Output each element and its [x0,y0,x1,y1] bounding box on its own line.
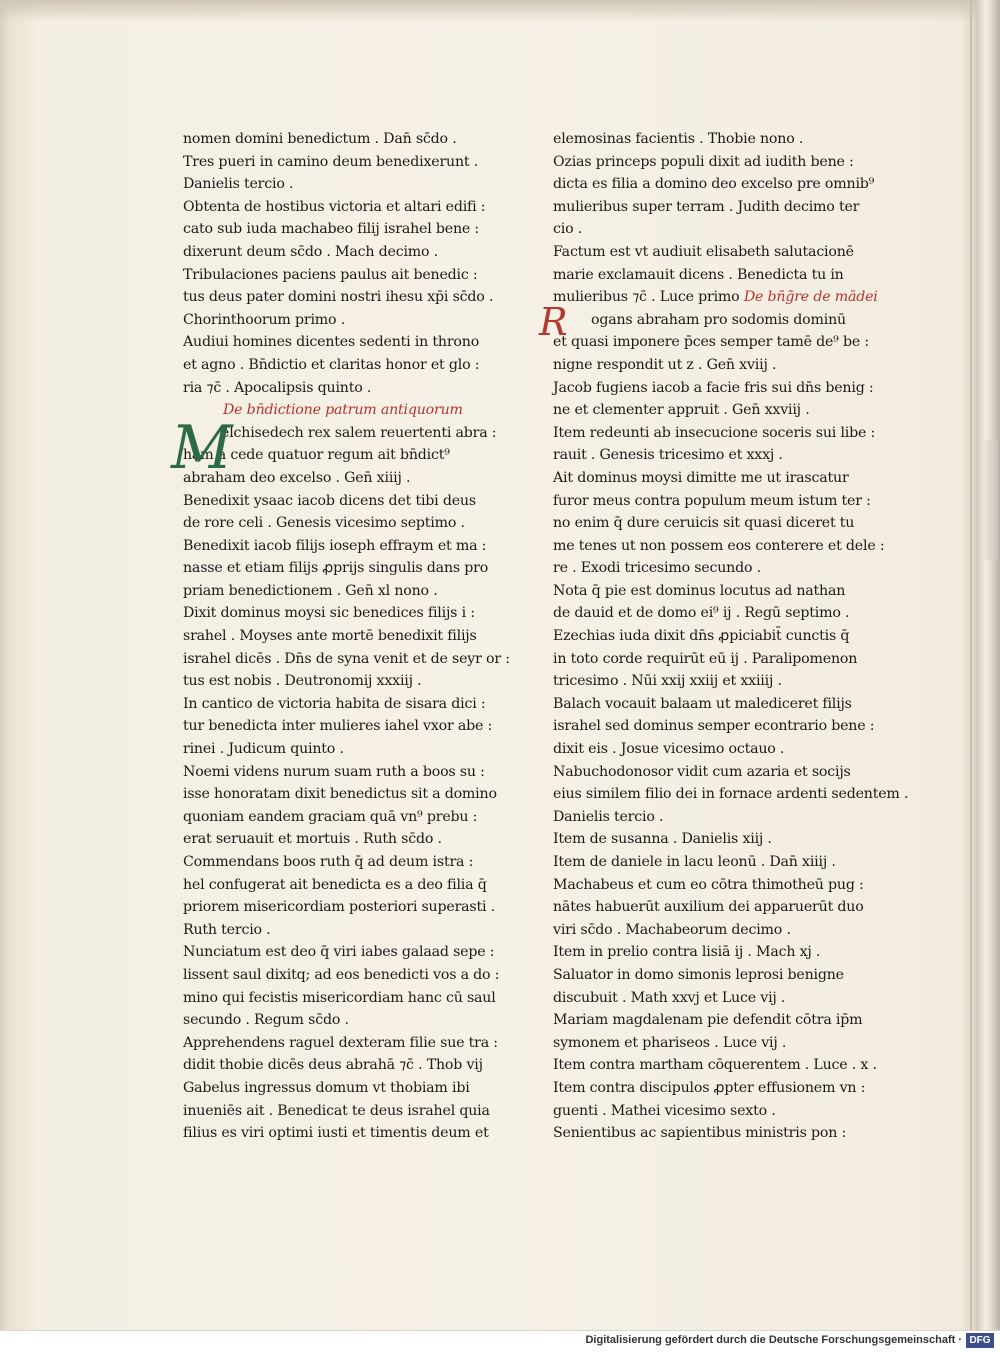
text-line: Balach vocauit balaam ut malediceret filijs [553,695,852,712]
text-line: guenti . Mathei vicesimo sexto . [553,1102,776,1119]
text-line: Nota q̄ pie est dominus locutus ad nathan [553,582,846,599]
paper-slip [984,440,998,560]
text-line: de dauid et de domo ei⁹ ij . Regū septimo . [553,605,850,622]
text-line: Item contra discipulos ꝓpter effusionem vn : [553,1079,866,1096]
text-line: Factum est vt audiuit elisabeth salutacionē [553,243,854,260]
text-line: In cantico de victoria habita de sisara dici : [183,695,486,712]
text-line: rinei . Judicum quinto . [183,741,344,758]
text-line: Noemi videns nurum suam ruth a boos su : [183,763,485,780]
text-line: Machabeus et cum eo cōtra thimotheū pug : [553,876,864,893]
text-line: furor meus contra populum meum istum ter : [553,492,871,509]
text-line: eius similem filio dei in fornace ardenti sedentem . [553,786,909,803]
text-line: lissent saul dixitq; ad eos benedicti vos a do : [183,966,500,983]
text-line: israhel dicēs . Dn̄s de syna venit et de seyr or : [183,650,510,667]
text-line: Ozias princeps populi dixit ad iudith bene : [553,153,854,170]
text-line: Benedixit iacob filijs ioseph effraym et ma : [183,537,487,554]
text-line: Gabelus ingressus domum vt thobiam ibi [183,1079,470,1096]
text-line: dixit eis . Josue vicesimo octauo . [553,741,785,758]
dropcap-line-text: ogans abraham pro sodomis dominū [591,311,846,328]
text-line: discubuit . Math xxvj et Luce vij . [553,989,786,1006]
text-line: ne et clementer appruit . Gen̄ xxviij . [553,402,810,419]
text-line: Item redeunti ab insecucione soceris sui libe : [553,424,876,441]
text-line: tur benedicta inter mulieres iahel vxor abe : [183,718,493,735]
text-line: Danielis tercio . [553,808,664,825]
initial-letter-m: M [171,412,233,483]
text-line: nasse et etiam filijs ꝓprijs singulis dans pro [183,560,489,577]
text-line: Mariam magdalenam pie defendit cōtra ip̄m [553,1012,863,1029]
text-line: Item contra martham cōquerentem . Luce . x . [553,1057,877,1074]
text-line: tricesimo . Nūi xxij xxiij et xxiiij . [553,673,782,690]
text-line: dixerunt deum sc̄do . Mach decimo . [183,243,438,260]
text-line: isse honoratam dixit benedictus sit a domino [183,786,497,803]
text-line: priam benedictionem . Gen̄ xl nono . [183,582,438,599]
page-right-edge [976,0,1000,1330]
footer-bar [0,1330,1000,1352]
text-line: et quasi imponere p̄ces semper tamē de⁹ be : [553,334,869,351]
text-line: viri sc̄do . Machabeorum decimo . [553,921,791,938]
text-line: Ezechias iuda dixit dn̄s ꝓpiciabit̄ cunctis q̄ [553,628,850,645]
text-line: tus est nobis . Deutronomij xxxiij . [183,673,422,690]
text-line: symonem et phariseos . Luce vij . [553,1034,787,1051]
text-line: Tres pueri in camino deum benedixerunt . [183,153,479,170]
text-line: Chorinthoorum primo . [183,311,346,328]
dropcap-line-text: elchisedech rex salem reuertenti abra : [221,424,497,441]
text-line: Tribulaciones paciens paulus ait benedic : [183,266,478,283]
text-line: Item de daniele in lacu leonū . Dan̄ xiiij . [553,854,836,870]
text-line: didit thobie dicēs deus abrahā ⁊c̄ . Thob vij [183,1057,483,1074]
text-line: Ruth tercio . [183,921,271,938]
text-line: Commendans boos ruth q̄ ad deum istra : [183,854,474,870]
text-line: dicta es filia a domino deo excelso pre omnib⁹ [553,176,875,193]
text-line: rauit . Genesis tricesimo et xxxj . [553,447,783,464]
text-line: Item de susanna . Danielis xiij . [553,831,772,848]
page-top-shadow [0,0,1000,22]
text-line: Nabuchodonosor vidit cum azaria et socijs [553,763,851,780]
text-column-left [171,128,513,1145]
text-line: tus deus pater domini nostri ihesu xp̄i sc̄do . [183,289,494,306]
text-line: mulieribus super terram . Judith decimo ter [553,198,860,215]
right-lines-b [553,331,909,1144]
text-line: et agno . Bn̄dictio et claritas honor et glo : [183,356,480,373]
text-line: Saluator in domo simonis leprosi benigne [553,966,844,983]
text-line: Jacob fugiens iacob a facie fris sui dn̄s benig : [553,379,874,396]
text-line: ham a cede quatuor regum ait bn̄dict⁹ [183,447,450,464]
text-line: me tenes ut non possem eos conterere et dele : [553,537,885,554]
text-line: de rore celi . Genesis vicesimo septimo . [183,515,465,532]
text-line: srahel . Moyses ante mortē benedixit filijs [183,628,477,645]
rubric-note-left: De bn̄dictione patrum antiquorum [223,402,463,419]
text-line: nātes habuerūt auxilium dei apparuerūt duo [553,899,864,916]
left-lines-a [183,128,513,399]
line-text: mulieribus ⁊c̄ . Luce primo [553,289,740,306]
text-line: Senientibus ac sapientibus ministris pon : [553,1125,847,1142]
text-line: filius es viri optimi iusti et timentis deum et [183,1125,489,1142]
page-fold [970,0,972,1330]
text-line: elemosinas facientis . Thobie nono . [553,131,804,147]
text-line: israhel sed dominus semper econtrario bene : [553,718,875,735]
text-line: priorem misericordiam posteriori superasti . [183,899,495,916]
footer-credit: Digitalisierung gefördert durch die Deutsche Forschungsgemeinschaft · [585,1334,962,1346]
text-line: Benedixit ysaac iacob dicens det tibi deus [183,492,476,509]
text-line: marie exclamauit dicens . Benedicta tu in [553,266,844,283]
text-line: abraham deo excelso . Gen̄ xiiij . [183,469,411,486]
text-line: erat seruauit et mortuis . Ruth sc̄do . [183,831,442,848]
text-line: Danielis tercio . [183,176,294,193]
initial-letter-r: R [539,299,568,344]
text-line: no enim q̄ dure ceruicis sit quasi diceret tu [553,515,855,532]
text-line: Obtenta de hostibus victoria et altari edifi : [183,198,486,215]
line-with-rubric [553,286,883,309]
text-line: nomen domini benedictum . Dan̄ sc̄do . [183,131,457,147]
text-line: hel confugerat ait benedicta es a deo filia q̄ [183,876,487,893]
text-column-right [539,128,909,1145]
text-line: re . Exodi tricesimo secundo . [553,560,761,577]
text-line: mino qui fecistis misericordiam hanc cū saul [183,989,496,1006]
text-line: cio . [553,221,583,238]
left-lines-b [183,444,513,1144]
text-line: Ait dominus moysi dimitte me ut irascatur [553,469,849,486]
text-line: Item in prelio contra lisiā ij . Mach xj . [553,944,821,961]
text-line: nigne respondit ut z . Gen̄ xviij . [553,356,777,373]
text-line: Apprehendens raguel dexteram filie sue tra : [183,1034,498,1051]
text-line: secundo . Regum sc̄do . [183,1012,349,1029]
text-line: inueniēs ait . Benedicat te deus israhel quia [183,1102,490,1119]
text-line: Audiui homines dicentes sedenti in throno [183,334,480,351]
text-line: ria ⁊c̄ . Apocalipsis quinto . [183,379,372,396]
rubric-note-right: De bn̄g̃re de mādei [743,289,878,306]
text-line: Dixit dominus moysi sic benedices filijs i : [183,605,475,622]
text-line: cato sub iuda machabeo filij israhel bene : [183,221,479,238]
text-line: quoniam eandem graciam quā vn⁹ prebu : [183,808,478,825]
dfg-logo: DFG [966,1333,994,1348]
text-line: in toto corde requirūt eū ij . Paralipomenon [553,650,858,667]
text-line: Nunciatum est deo q̄ viri iabes galaad sepe : [183,944,495,961]
right-lines-a [553,128,883,286]
